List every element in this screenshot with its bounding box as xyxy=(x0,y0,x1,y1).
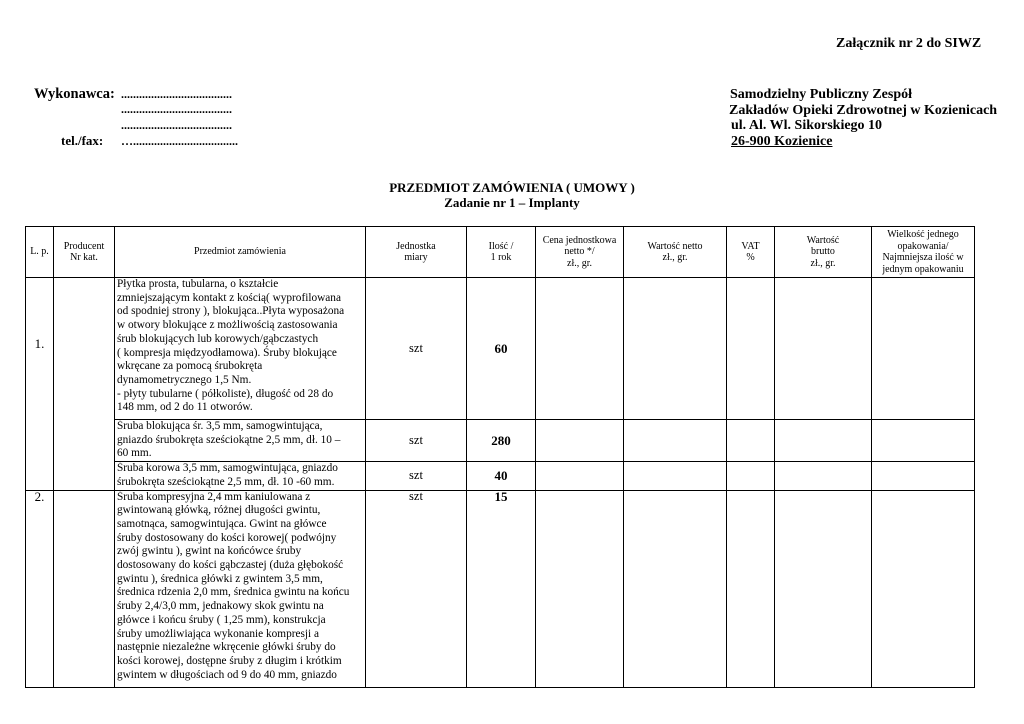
net-value-cell xyxy=(624,490,727,687)
quantity-cell: 15 xyxy=(467,490,536,687)
col-unit: Jednostka miary xyxy=(366,227,467,278)
item-description: Śruba kompresyjna 2,4 mm kaniulowana z gwintowaną główką, różnej długości gwintu, samotnąca, samogwintująca. Gwint na główce śruby dostosowany do kości korowej( podwójny zwój gwintu ), gwint na końcówce śruby dostosowany do kości gąbczastej (duża głębokość gwintu ), średnica główki z gwintem 3,5 mm, średnica rdzenia 2,0 mm, średnica gwintu na końcu śruby 2,4/3,0 mm, jednakowy skok gwintu na główce i końcu śruby ( 1,25 mm), konstrukcja śruby umożliwiająca wykonanie kompresji a następnie niezależne wkręcenie główki śruby do kości korowej, dostępne śruby z długim i krótkim gwintem w długościach od 9 do 40 mm, gniazdo xyxy=(115,490,366,687)
tel-fax-label: tel./fax: xyxy=(61,133,104,148)
producer-cell xyxy=(54,490,115,687)
contractor-line-3: ..................................... xyxy=(121,118,232,132)
producer-cell xyxy=(54,278,115,491)
net-value-cell xyxy=(624,420,727,462)
quantity-cell: 40 xyxy=(467,462,536,490)
table-row xyxy=(26,490,975,687)
item-description: Śruba korowa 3,5 mm, samogwintująca, gniazdo śrubokręta sześciokątne 2,5 mm, dł. 10 -60 mm. xyxy=(115,462,366,490)
task-title: Zadanie nr 1 – Implanty xyxy=(444,195,580,210)
unit-cell: szt xyxy=(366,462,467,490)
col-quantity: Ilość / 1 rok xyxy=(467,227,536,278)
vat-cell xyxy=(727,462,775,490)
vat-cell xyxy=(727,490,775,687)
table-row xyxy=(26,420,975,462)
col-unit-price: Cena jednostkowa netto */ zł., gr. xyxy=(536,227,624,278)
gross-value-cell xyxy=(775,420,872,462)
row-number: 2. xyxy=(26,490,54,687)
org-name-line2: Zakładów Opieki Zdrowotnej w Kozienicach xyxy=(729,103,998,118)
contractor-line-1: ..................................... xyxy=(121,87,232,101)
items-table xyxy=(25,226,975,688)
gross-value-cell xyxy=(775,278,872,420)
tel-fax-line: …................................... xyxy=(121,134,238,148)
package-size-cell xyxy=(872,278,975,420)
package-size-cell xyxy=(872,420,975,462)
package-size-cell xyxy=(872,490,975,687)
col-lp: L. p. xyxy=(26,227,54,278)
net-value-cell xyxy=(624,462,727,490)
row-number: 1. xyxy=(26,278,54,491)
attachment-label: Załącznik nr 2 do SIWZ xyxy=(836,36,982,51)
gross-value-cell xyxy=(775,462,872,490)
col-vat: VAT % xyxy=(727,227,775,278)
contractor-label: Wykonawca: xyxy=(34,86,115,102)
table-header-row xyxy=(26,227,975,278)
vat-cell xyxy=(727,420,775,462)
package-size-cell xyxy=(872,462,975,490)
org-name-line1: Samodzielny Publiczny Zespół xyxy=(730,87,913,102)
gross-value-cell xyxy=(775,490,872,687)
document-title: PRZEDMIOT ZAMÓWIENIA ( UMOWY ) xyxy=(389,180,635,195)
table-row xyxy=(26,278,975,420)
col-gross-value: Wartość brutto zł., gr. xyxy=(775,227,872,278)
col-subject: Przedmiot zamówienia xyxy=(115,227,366,278)
unit-price-cell xyxy=(536,278,624,420)
unit-cell: szt xyxy=(366,420,467,462)
table-row xyxy=(26,462,975,490)
unit-price-cell xyxy=(536,490,624,687)
org-city: 26-900 Kozienice xyxy=(731,134,833,149)
vat-cell xyxy=(727,278,775,420)
unit-cell: szt xyxy=(366,490,467,687)
col-net-value: Wartość netto zł., gr. xyxy=(624,227,727,278)
quantity-cell: 60 xyxy=(467,278,536,420)
unit-price-cell xyxy=(536,420,624,462)
col-producer: Producent Nr kat. xyxy=(54,227,115,278)
unit-price-cell xyxy=(536,462,624,490)
quantity-cell: 280 xyxy=(467,420,536,462)
item-description: Płytka prosta, tubularna, o kształcie zmniejszającym kontakt z kością( wyprofilowana od spodniej strony ), blokująca..Płyta wyposażona w otwory blokujące z możliwością zastosowania śrub blokujących lub korowych/gąbczastych ( kompresja międzyodłamowa). Śruby blokujące wkręcane za pomocą śrubokręta dynamometrycznego 1,5 Nm. - płyty tubularne ( półkoliste), długość od 28 do 148 mm, od 2 do 11 otworów. xyxy=(115,278,366,420)
contractor-line-2: ..................................... xyxy=(121,102,232,116)
col-package-size: Wielkość jednego opakowania/ Najmniejsza ilość w jednym opakowaniu xyxy=(872,227,975,278)
net-value-cell xyxy=(624,278,727,420)
org-address: ul. Al. Wl. Sikorskiego 10 xyxy=(731,118,883,133)
unit-cell: szt xyxy=(366,278,467,420)
item-description: Śruba blokująca śr. 3,5 mm, samogwintująca, gniazdo śrubokręta sześciokątne 2,5 mm, dł. 10 – 60 mm. xyxy=(115,420,366,462)
